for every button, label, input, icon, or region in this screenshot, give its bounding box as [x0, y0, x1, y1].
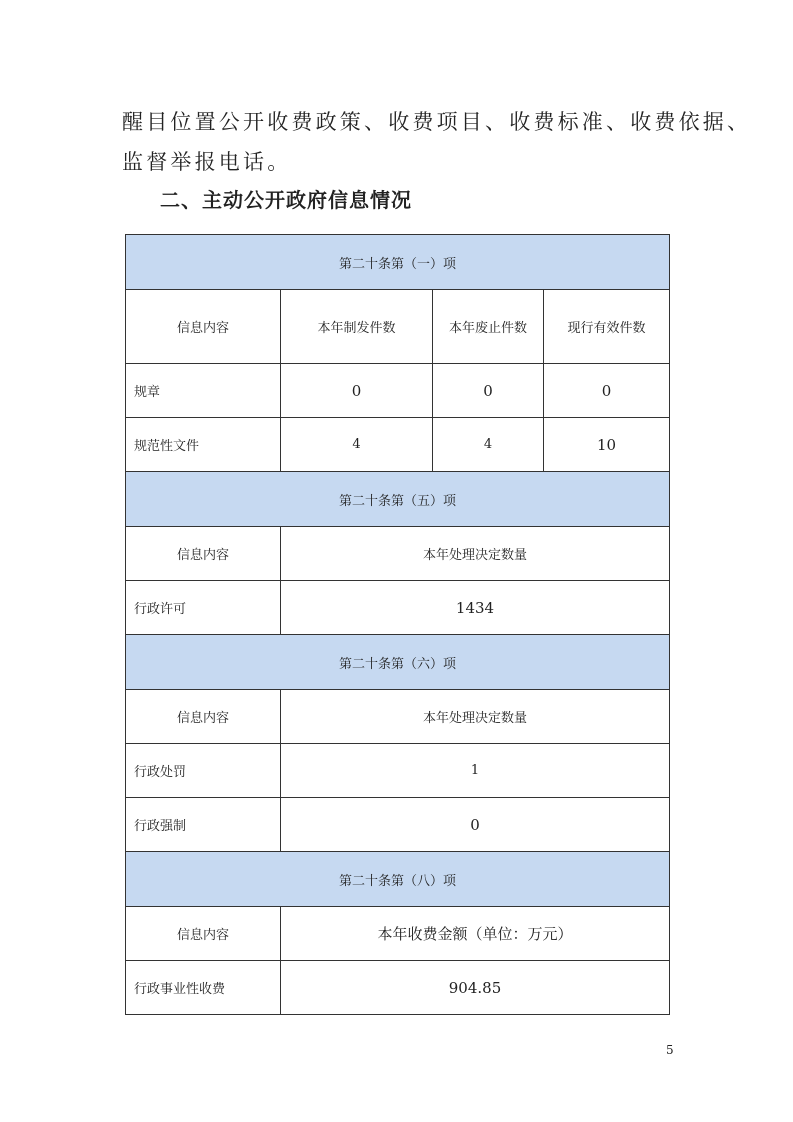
- section-heading: 二、主动公开政府信息情况: [160, 188, 412, 212]
- table-row: [126, 798, 670, 852]
- column-header: 信息内容: [126, 290, 281, 364]
- row-label: 规范性文件: [126, 418, 281, 472]
- section-header-row: [126, 635, 670, 690]
- row-label: 行政强制: [126, 798, 281, 852]
- row-label: 行政事业性收费: [126, 961, 281, 1015]
- page-number: 5: [666, 1043, 674, 1057]
- table-row: [126, 418, 670, 472]
- table-row: [126, 364, 670, 418]
- row-label: 行政许可: [126, 581, 281, 635]
- column-header: 本年处理决定数量: [281, 527, 670, 581]
- table-row: [126, 581, 670, 635]
- column-header: 本年废止件数: [433, 290, 544, 364]
- column-header: 现行有效件数: [544, 290, 670, 364]
- column-header: 本年收费金额（单位：万元）: [281, 907, 670, 961]
- column-header: 本年处理决定数量: [281, 690, 670, 744]
- cell-value: 0: [433, 364, 544, 418]
- disclosure-table: [125, 234, 670, 1015]
- cell-value: 0: [544, 364, 670, 418]
- cell-value: 904.85: [281, 961, 670, 1015]
- paragraph-line: 醒目位置公开收费政策、收费项目、收费标准、收费依据、: [122, 110, 752, 134]
- table-header-row: [126, 907, 670, 961]
- section-header-row: [126, 852, 670, 907]
- cell-value: 4: [281, 418, 433, 472]
- cell-value: 1434: [281, 581, 670, 635]
- column-header: 信息内容: [126, 690, 281, 744]
- table-header-row: [126, 527, 670, 581]
- column-header: 信息内容: [126, 907, 281, 961]
- section-header-row: [126, 472, 670, 527]
- column-header: 信息内容: [126, 527, 281, 581]
- cell-value: 4: [433, 418, 544, 472]
- table-row: [126, 961, 670, 1015]
- table-row: [126, 744, 670, 798]
- section-title: 第二十条第（一）项: [126, 235, 670, 290]
- table-header-row: [126, 690, 670, 744]
- table-header-row: [126, 290, 670, 364]
- section-title: 第二十条第（五）项: [126, 472, 670, 527]
- cell-value: 10: [544, 418, 670, 472]
- row-label: 规章: [126, 364, 281, 418]
- cell-value: 0: [281, 364, 433, 418]
- row-label: 行政处罚: [126, 744, 281, 798]
- column-header: 本年制发件数: [281, 290, 433, 364]
- section-header-row: [126, 235, 670, 290]
- cell-value: 0: [281, 798, 670, 852]
- paragraph-line: 监督举报电话。: [122, 150, 292, 174]
- cell-value: 1: [281, 744, 670, 798]
- section-title: 第二十条第（六）项: [126, 635, 670, 690]
- section-title: 第二十条第（八）项: [126, 852, 670, 907]
